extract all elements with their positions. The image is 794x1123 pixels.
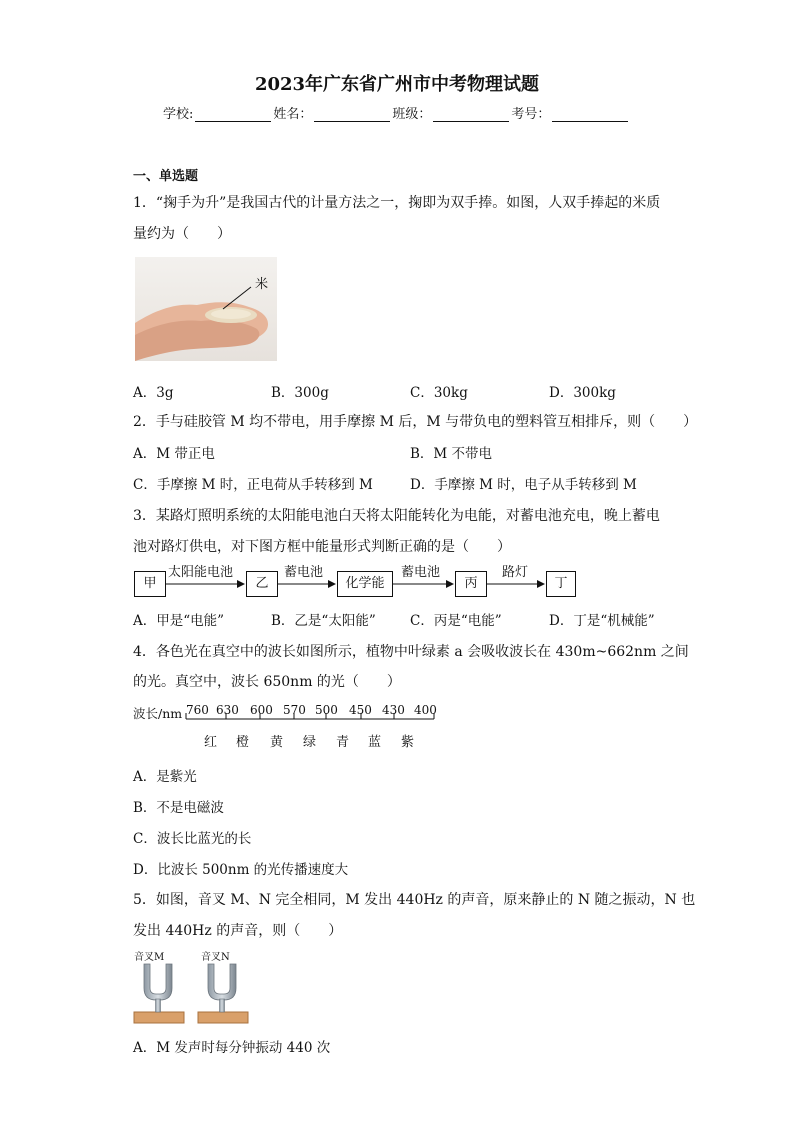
q1-option-c[interactable]: C．30kg [410, 385, 468, 401]
q3-stem-line1: 3．某路灯照明系统的太阳能电池白天将太阳能转化为电能，对蓄电池充电，晚上蓄电 [133, 508, 660, 524]
hands-rice-photo [135, 257, 277, 361]
flow-box-chemical: 化学能 [337, 571, 393, 597]
q3-option-a[interactable]: A．甲是“电能” [133, 613, 225, 629]
q1-option-b[interactable]: B．300g [271, 385, 329, 401]
arrow-label-battery-2: 蓄电池 [401, 565, 441, 580]
arrow-label-solar-cell: 太阳能电池 [168, 565, 234, 580]
flow-box-jia: 甲 [134, 571, 166, 597]
school-label: 学校: [163, 107, 194, 122]
q4-stem-line1: 4．各色光在真空中的波长如图所示，植物中叶绿素 a 会吸收波长在 430m~662nm 之间 [133, 644, 689, 660]
scale-value: 450 [349, 703, 372, 717]
q2-option-d[interactable]: D．手摩擦 M 时，电子从手转移到 M [410, 477, 637, 493]
q2-option-b[interactable]: B．M 不带电 [410, 446, 493, 462]
color-red: 红 [204, 735, 218, 750]
scale-value: 430 [382, 703, 405, 717]
scale-value: 600 [250, 703, 273, 717]
color-green: 绿 [303, 735, 317, 750]
rice-label: 米 [255, 277, 269, 292]
q3-stem-line2: 池对路灯供电，对下图方框中能量形式判断正确的是（ ） [133, 539, 511, 555]
color-violet: 紫 [401, 735, 415, 750]
q1-stem-line2: 量约为（ ） [133, 226, 231, 242]
number-field[interactable] [552, 107, 628, 122]
q4-stem-line2: 的光。真空中，波长 650nm 的光（ ） [133, 674, 401, 690]
q4-option-c[interactable]: C．波长比蓝光的长 [133, 831, 252, 847]
q1-option-d[interactable]: D．300kg [549, 385, 616, 401]
scale-value: 500 [315, 703, 338, 717]
scale-value: 400 [414, 703, 437, 717]
flow-box-yi: 乙 [246, 571, 278, 597]
q3-option-c[interactable]: C．丙是“电能” [410, 613, 502, 629]
q2-option-a[interactable]: A．M 带正电 [133, 446, 215, 462]
school-field[interactable] [195, 107, 271, 122]
scale-value: 760 [186, 703, 209, 717]
scale-axis-label: 波长/nm [133, 706, 183, 721]
page-title: 2023年广东省广州市中考物理试题 [254, 74, 540, 95]
q1-stem-line1: 1．“掬手为升”是我国古代的计量方法之一，掬即为双手捧。如图，人双手捧起的米质 [133, 195, 661, 211]
q3-option-d[interactable]: D．丁是“机械能” [549, 613, 655, 629]
color-yellow: 黄 [270, 735, 284, 750]
student-info-row [163, 103, 630, 122]
color-cyan: 青 [336, 735, 350, 750]
color-orange: 橙 [236, 735, 250, 750]
q4-option-b[interactable]: B．不是电磁波 [133, 800, 224, 816]
q5-stem-line1: 5．如图，音叉 M、N 完全相同，M 发出 440Hz 的声音，原来静止的 N 随之振动，N 也 [133, 892, 696, 908]
flow-box-bing: 丙 [455, 571, 487, 597]
scale-value: 630 [216, 703, 239, 717]
class-label: 班级： [392, 107, 432, 122]
q2-stem: 2．手与硅胶管 M 均不带电，用手摩擦 M 后，M 与带负电的塑料管互相排斥，则（ ） [133, 414, 698, 430]
scale-value: 570 [283, 703, 306, 717]
class-field[interactable] [433, 107, 509, 122]
name-field[interactable] [314, 107, 390, 122]
number-label: 考号： [511, 107, 551, 122]
q5-option-a[interactable]: A．M 发声时每分钟振动 440 次 [133, 1040, 331, 1056]
q4-option-a[interactable]: A．是紫光 [133, 769, 197, 785]
section-heading: 一、单选题 [133, 169, 199, 184]
q5-stem-line2: 发出 440Hz 的声音，则（ ） [133, 923, 343, 939]
q2-option-c[interactable]: C．手摩擦 M 时，正电荷从手转移到 M [133, 477, 373, 493]
arrow-label-streetlight: 路灯 [502, 565, 529, 580]
flow-arrows [0, 560, 794, 600]
fork-m-label: 音叉M [134, 952, 165, 963]
q4-option-d[interactable]: D．比波长 500nm 的光传播速度大 [133, 862, 349, 878]
arrow-label-battery-1: 蓄电池 [284, 565, 324, 580]
q3-option-b[interactable]: B．乙是“太阳能” [271, 613, 376, 629]
q1-option-a[interactable]: A．3g [133, 385, 174, 401]
color-blue: 蓝 [368, 735, 382, 750]
name-label: 姓名： [273, 107, 313, 122]
flow-box-ding: 丁 [546, 571, 576, 597]
tuning-forks [130, 958, 250, 1028]
fork-n-label: 音叉N [201, 952, 230, 963]
